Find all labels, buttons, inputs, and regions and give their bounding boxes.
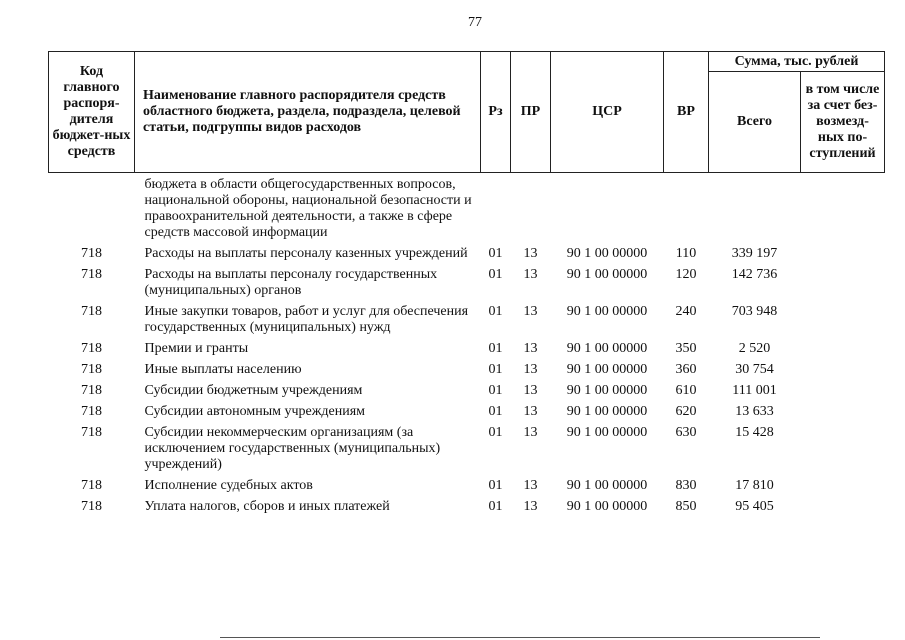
- bottom-rule: [220, 637, 820, 638]
- cell-pr: 13: [523, 341, 538, 356]
- header-sum: Сумма, тыс. рублей: [709, 52, 885, 72]
- cell-rz: 01: [488, 304, 503, 319]
- cell-name: Субсидии бюджетным учреждениям: [144, 383, 363, 398]
- table-row: [49, 338, 885, 359]
- cell-total: 15 428: [735, 425, 774, 440]
- cell-extra: [801, 401, 885, 422]
- header-csr: ЦСР: [551, 52, 664, 173]
- table-row: [49, 380, 885, 401]
- cell-pr: 13: [523, 404, 538, 419]
- cell-code: 718: [81, 383, 102, 398]
- cell-rz: 01: [488, 267, 503, 282]
- cell-code: 718: [81, 341, 102, 356]
- cell-total: 339 197: [731, 246, 778, 261]
- cell-total: 111 001: [732, 383, 777, 398]
- cell-total: 13 633: [735, 404, 774, 419]
- cell-csr: 90 1 00 00000: [566, 499, 648, 514]
- cell-vr: 630: [675, 425, 697, 440]
- cell-pr: 13: [523, 246, 538, 261]
- header-code: Код главного распоря-дителя бюджет-ных средств: [49, 52, 135, 173]
- continuation-text: бюджета в области общегосударственных вопросов, национальной обороны, национальной безопасности и правоохранительной деятельности, а также в сфере средств массовой информации: [144, 177, 472, 240]
- cell-csr: 90 1 00 00000: [566, 404, 648, 419]
- cell-rz: 01: [488, 404, 503, 419]
- cell-csr: 90 1 00 00000: [566, 425, 648, 440]
- table-row: [49, 475, 885, 496]
- cell-total: 30 754: [735, 362, 774, 377]
- cell-rz: 01: [488, 425, 503, 440]
- page-number: 77: [468, 15, 482, 30]
- cell-vr: 240: [675, 304, 697, 319]
- cell-vr: 360: [675, 362, 697, 377]
- cell-csr: 90 1 00 00000: [566, 362, 648, 377]
- cell-vr: 110: [675, 246, 697, 261]
- cell-name: Премии и гранты: [144, 341, 249, 356]
- cell-total: 2 520: [738, 341, 771, 356]
- cell-extra: [801, 475, 885, 496]
- header-extra: в том числе за счет без-возмезд-ных по-ступлений: [801, 72, 885, 173]
- cell-total: 142 736: [731, 267, 778, 282]
- cell-total: 17 810: [735, 478, 774, 493]
- cell-vr: 850: [675, 499, 697, 514]
- header-pr: ПР: [511, 52, 551, 173]
- table-row: [49, 422, 885, 475]
- cell-rz: 01: [488, 341, 503, 356]
- table-row: [49, 359, 885, 380]
- cell-pr: 13: [523, 478, 538, 493]
- cell-csr: 90 1 00 00000: [566, 383, 648, 398]
- cell-vr: 620: [675, 404, 697, 419]
- cell-name: Иные выплаты населению: [144, 362, 302, 377]
- table-row: [49, 243, 885, 264]
- cell-extra: [801, 264, 885, 301]
- cell-rz: 01: [488, 383, 503, 398]
- cell-name: Иные закупки товаров, работ и услуг для обеспечения государственных (муниципальных) нужд: [144, 304, 469, 335]
- cell-vr: 830: [675, 478, 697, 493]
- cell-csr: 90 1 00 00000: [566, 304, 648, 319]
- cell-vr: 120: [675, 267, 697, 282]
- cell-code: 718: [81, 304, 102, 319]
- cell-code: 718: [81, 425, 102, 440]
- cell-extra: [801, 380, 885, 401]
- table-row: [49, 496, 885, 517]
- table-header: [49, 52, 885, 173]
- cell-pr: 13: [523, 267, 538, 282]
- cell-extra: [801, 338, 885, 359]
- continuation-row: [49, 173, 885, 244]
- cell-pr: 13: [523, 425, 538, 440]
- cell-code: 718: [81, 362, 102, 377]
- cell-name: Субсидии автономным учреждениям: [144, 404, 366, 419]
- cell-total: 703 948: [731, 304, 778, 319]
- cell-pr: 13: [523, 304, 538, 319]
- header-rz: Рз: [481, 52, 511, 173]
- cell-name: Уплата налогов, сборов и иных платежей: [144, 499, 390, 514]
- cell-extra: [801, 243, 885, 264]
- cell-pr: 13: [523, 362, 538, 377]
- cell-total: 95 405: [735, 499, 774, 514]
- cell-extra: [801, 359, 885, 380]
- table-row: [49, 301, 885, 338]
- budget-table: [48, 51, 885, 517]
- cell-rz: 01: [488, 362, 503, 377]
- continuation-code-cell: [49, 173, 135, 244]
- cell-vr: 610: [675, 383, 697, 398]
- cell-pr: 13: [523, 383, 538, 398]
- header-name: Наименование главного распорядителя средств областного бюджета, раздела, подраздела, целевой статьи, подгруппы видов расходов: [135, 52, 481, 173]
- cell-csr: 90 1 00 00000: [566, 341, 648, 356]
- cell-extra: [801, 301, 885, 338]
- cell-code: 718: [81, 478, 102, 493]
- table-row: [49, 264, 885, 301]
- cell-code: 718: [81, 246, 102, 261]
- cell-name: Расходы на выплаты персоналу государственных (муниципальных) органов: [144, 267, 438, 298]
- cell-name: Исполнение судебных актов: [144, 478, 313, 493]
- header-vr: ВР: [664, 52, 709, 173]
- cell-rz: 01: [488, 499, 503, 514]
- cell-name: Расходы на выплаты персоналу казенных учреждений: [144, 246, 468, 261]
- cell-rz: 01: [488, 246, 503, 261]
- cell-csr: 90 1 00 00000: [566, 478, 648, 493]
- cell-pr: 13: [523, 499, 538, 514]
- cell-csr: 90 1 00 00000: [566, 267, 648, 282]
- cell-extra: [801, 496, 885, 517]
- cell-extra: [801, 422, 885, 475]
- header-total: Всего: [709, 72, 801, 173]
- table-row: [49, 401, 885, 422]
- cell-name: Субсидии некоммерческим организациям (за исключением государственных (муниципальных) учреждений): [144, 425, 441, 472]
- cell-vr: 350: [675, 341, 697, 356]
- cell-code: 718: [81, 404, 102, 419]
- cell-rz: 01: [488, 478, 503, 493]
- cell-csr: 90 1 00 00000: [566, 246, 648, 261]
- cell-code: 718: [81, 267, 102, 282]
- table-body: [49, 173, 885, 518]
- cell-code: 718: [81, 499, 102, 514]
